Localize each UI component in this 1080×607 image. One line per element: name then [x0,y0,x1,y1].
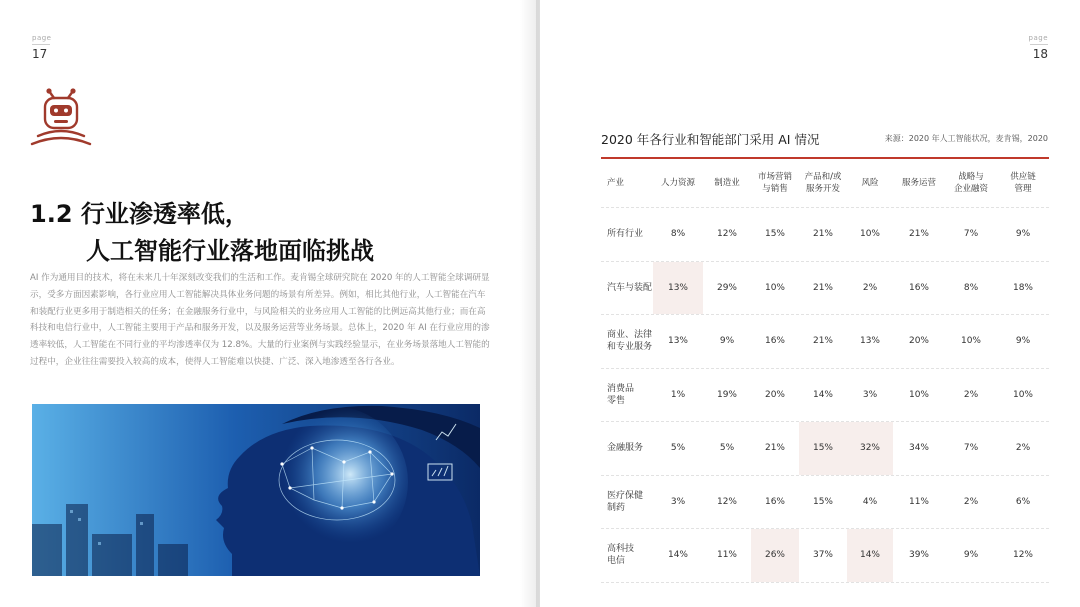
table-cell: 26% [751,529,799,582]
row-header: 医疗保健 制药 [607,490,644,513]
table-cell: 8% [963,282,979,293]
table-cell: 3% [862,389,878,400]
table-cell: 7% [963,229,979,240]
page-number-rule [32,44,50,45]
table-cell: 9% [1015,229,1031,240]
table-cell: 39% [908,550,929,561]
table-cell: 13% [667,336,688,347]
row-header: 汽车与装配 [607,282,653,293]
table-cell: 15% [799,422,847,475]
table-row [601,369,1049,423]
table-cell: 16% [764,336,785,347]
column-header: 服务运营 [901,178,936,188]
table-header-row [601,159,1049,208]
table-cell: 21% [908,229,929,240]
table-cell: 2% [963,496,979,507]
table-cell: 34% [908,443,929,454]
table-cell: 2% [1015,443,1031,454]
table-cell: 13% [859,336,880,347]
table-cell: 3% [670,496,686,507]
robot-icon [28,86,94,152]
table-cell: 10% [960,336,981,347]
table-cell: 5% [670,443,686,454]
body-paragraph: AI 作为通用目的技术，将在未来几十年深刻改变我们的生活和工作。麦肯锡全球研究院在 2020 年的人工智能全球调研显示，受多方面因素影响，各行业应用人工智能解决具体业务问题的场景有所差异。例如，相比其他行业，人工智能在汽车和装配行业更多用于制造相关的任务；在金融服务行业中，与风险相关的业务应用人工智能的比例远高其他行业；而在高科技和电信行业中，人工智能主要用于产品和服务开发，以及服务运营等业务场景。总体上，2020 年 AI 在行业应用的渗透率较低，人工智能在不同行业的平均渗透率仅为 12.8%。大量的行业案例与实践经验显示，在业务场景落地人工智能的过程中，企业往往需要投入较高的成本，使得人工智能难以快捷、广泛、深入地渗透至各行各业。 [30,273,490,367]
table-cell: 14% [667,550,688,561]
row-header: 金融服务 [607,443,644,454]
column-header: 市场营销 与销售 [757,172,792,194]
table-cell: 21% [812,229,833,240]
table-row [601,208,1049,262]
ai-head-illustration [32,404,480,576]
column-header: 战略与 企业融资 [953,172,988,194]
table-cell: 29% [716,282,737,293]
table-cell: 10% [764,282,785,293]
table-cell: 5% [719,443,735,454]
column-header: 风险 [861,178,879,188]
table-cell: 13% [653,262,703,315]
table-cell: 21% [812,282,833,293]
table-title: 2020 年各行业和智能部门采用 AI 情况 [601,132,820,147]
table-cell: 12% [1012,550,1033,561]
table-cell: 9% [963,550,979,561]
table-row [601,315,1049,369]
table-cell: 7% [963,443,979,454]
table-cell: 1% [670,389,686,400]
row-header: 所有行业 [607,229,644,240]
table-cell: 6% [1015,496,1031,507]
table-cell: 12% [716,496,737,507]
table-cell: 16% [908,282,929,293]
table-cell: 10% [1012,389,1033,400]
column-header: 产品和/或 服务开发 [804,172,842,194]
column-header: 供应链 管理 [1010,172,1036,194]
row-header: 消费品 零售 [607,383,635,406]
table-row [601,529,1049,583]
table-source: 来源：2020 年人工智能状况，麦肯锡，2020 [884,134,1048,143]
table-row [601,476,1049,530]
left-page [0,0,536,607]
table-cell: 19% [716,389,737,400]
section-heading-line2: 人工智能行业落地面临挑战 [86,237,374,265]
page-label: page [32,34,52,42]
table-cell: 21% [812,336,833,347]
table-cell: 8% [670,229,686,240]
page-number: 18 [1032,47,1048,61]
table-cell: 32% [847,422,893,475]
table-cell: 21% [764,443,785,454]
table-cell: 10% [859,229,880,240]
ai-adoption-table [601,159,1049,583]
table-cell: 14% [812,389,833,400]
table-cell: 16% [764,496,785,507]
table-row [601,422,1049,476]
table-cell: 20% [764,389,785,400]
table-cell: 4% [862,496,878,507]
table-cell: 20% [908,336,929,347]
table-cell: 37% [812,550,833,561]
table-cell: 2% [963,389,979,400]
table-cell: 12% [716,229,737,240]
page-number: 17 [32,47,48,61]
page-number-rule [1030,44,1048,45]
table-cell: 11% [716,550,737,561]
column-header: 人力资源 [660,178,695,188]
table-cell: 14% [847,529,893,582]
row-header: 高科技 电信 [607,544,635,567]
table-row [601,262,1049,316]
table-cell: 2% [862,282,878,293]
table-cell: 9% [719,336,735,347]
page-label: page [1028,34,1048,42]
table-cell: 15% [764,229,785,240]
column-header: 产业 [607,178,625,188]
row-header: 商业、法律 和专业服务 [607,330,653,353]
table-cell: 18% [1012,282,1033,293]
table-cell: 10% [908,389,929,400]
section-heading-line1: 1.2 行业渗透率低， [30,200,249,228]
table-cell: 15% [812,496,833,507]
table-cell: 9% [1015,336,1031,347]
table-cell: 11% [908,496,929,507]
column-header: 制造业 [714,178,740,188]
